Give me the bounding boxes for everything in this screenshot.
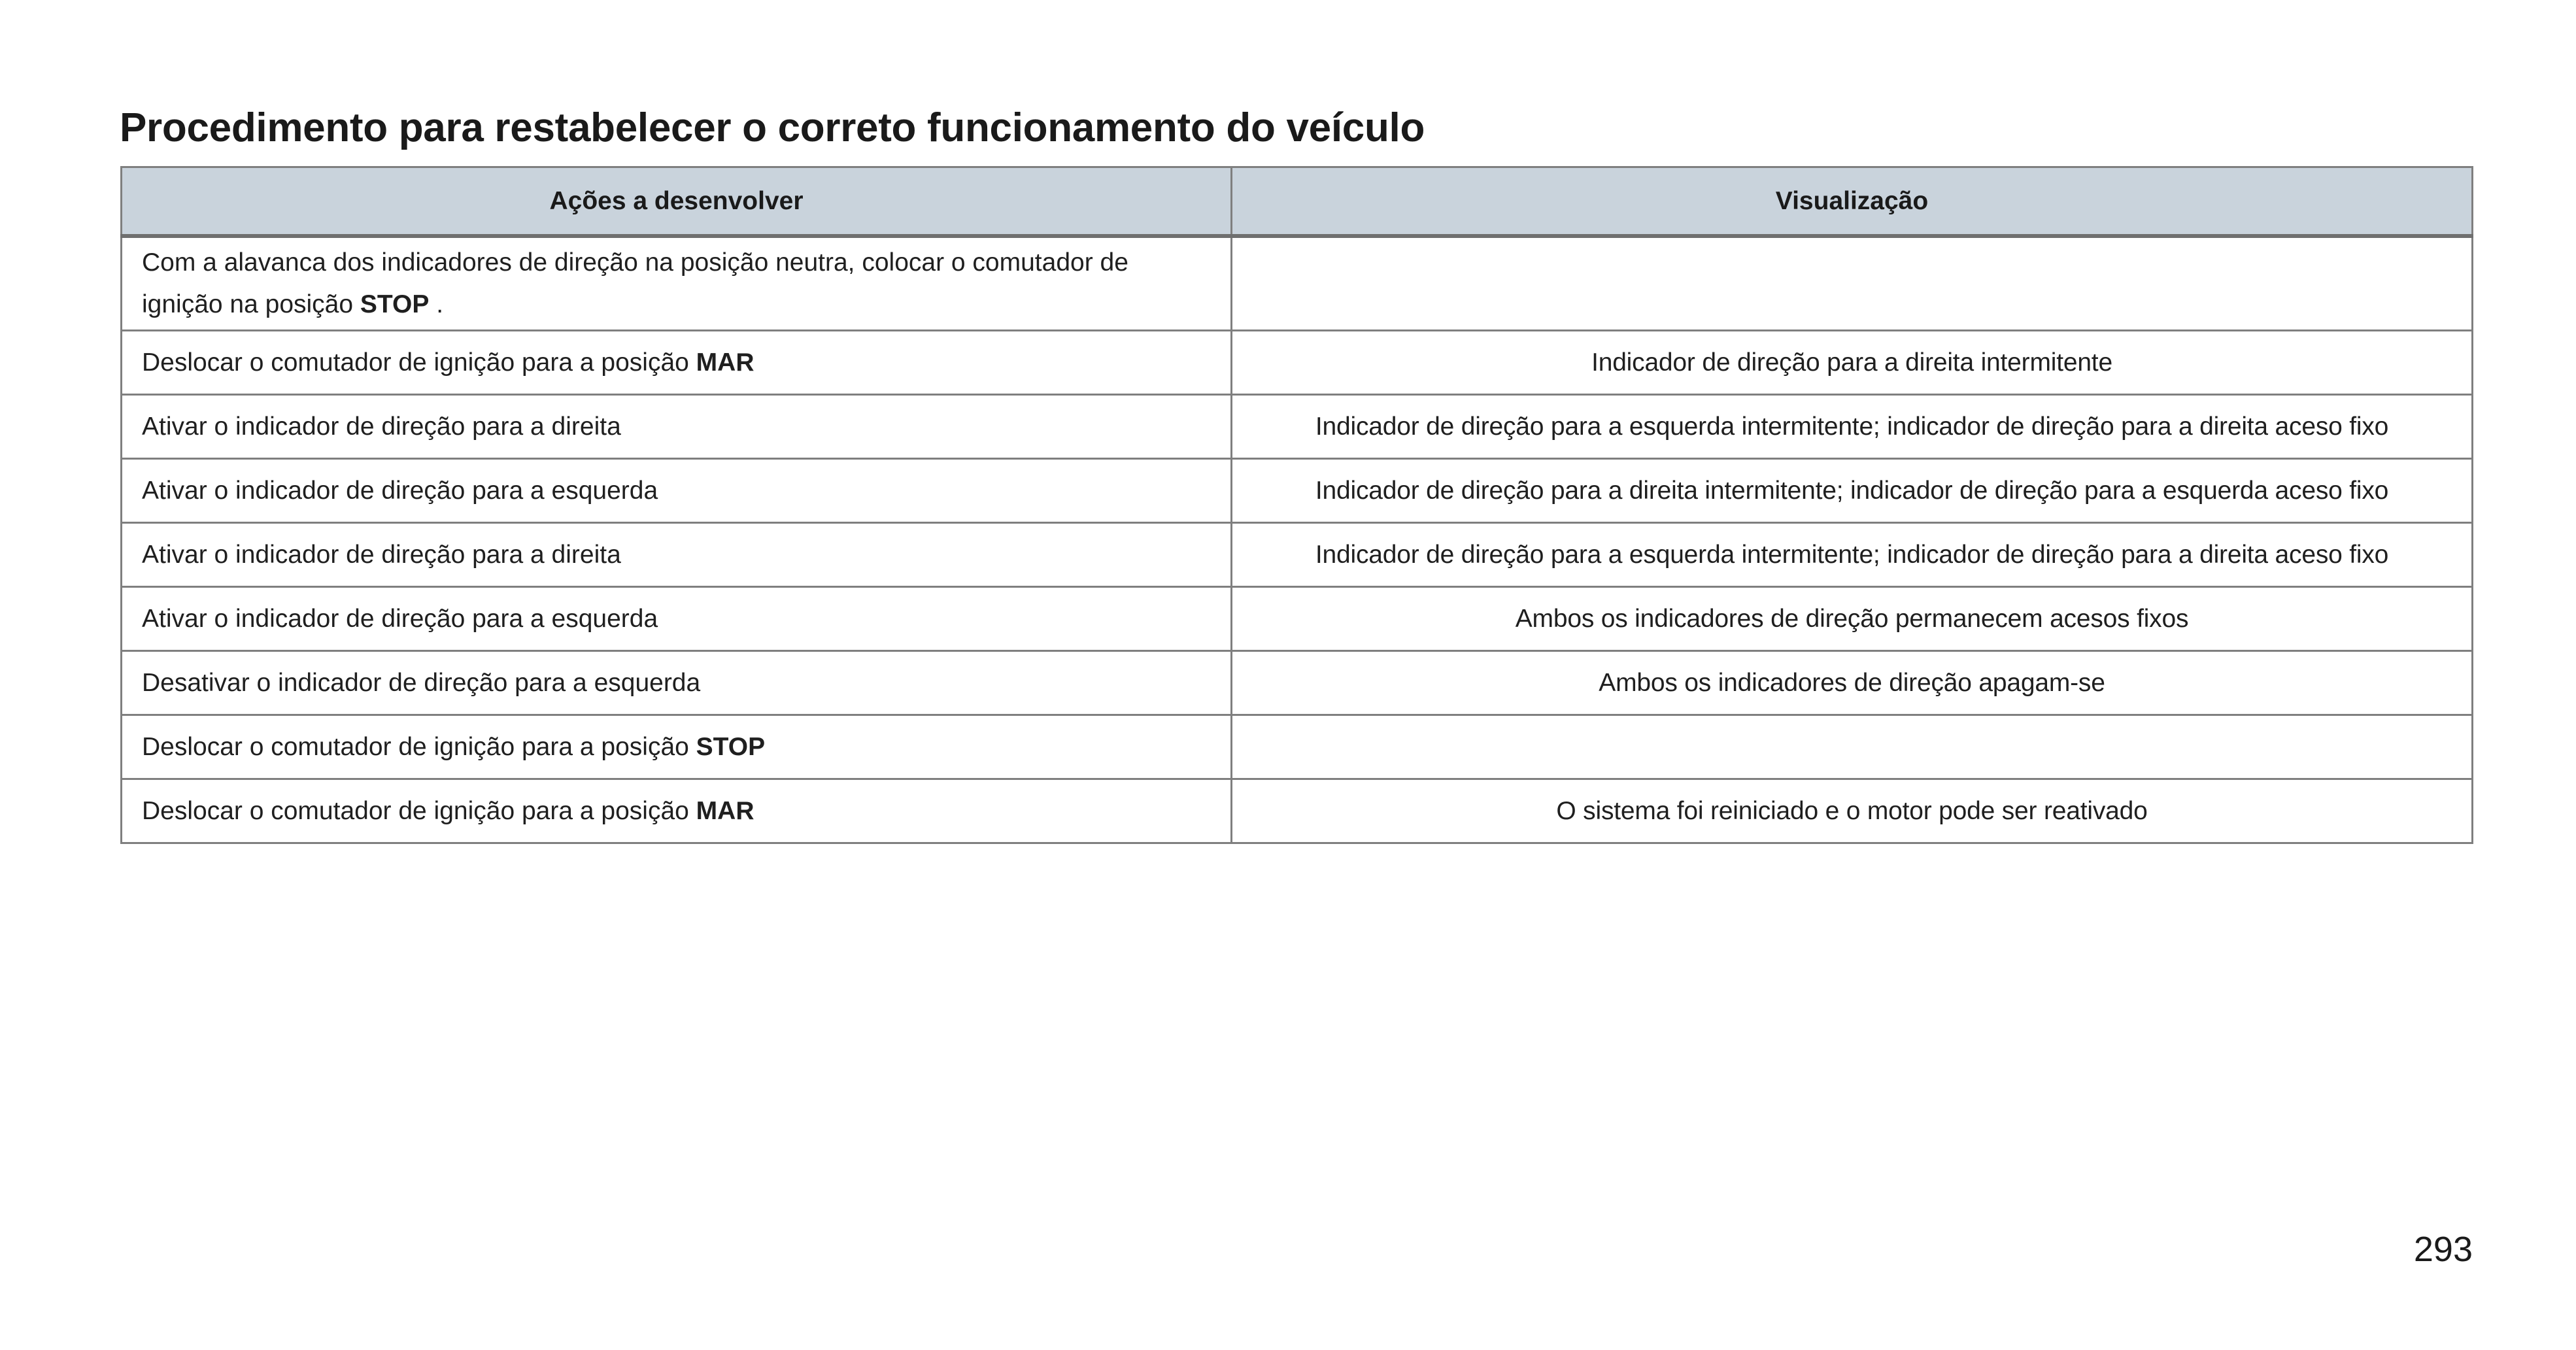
table-row xyxy=(122,587,2473,651)
action-text: Ativar o indicador de direção para a esquerda xyxy=(142,604,658,633)
table-row xyxy=(122,779,2473,843)
action-suffix: . xyxy=(429,290,444,318)
table-row xyxy=(122,651,2473,715)
table-header-row xyxy=(122,167,2473,237)
display-cell xyxy=(1232,236,2473,331)
action-cell xyxy=(122,715,1232,779)
action-text: Deslocar o comutador de ignição para a posição xyxy=(142,348,696,377)
display-cell: O sistema foi reiniciado e o motor pode ser reativado xyxy=(1232,779,2473,843)
action-keyword: MAR xyxy=(696,796,754,825)
action-cell xyxy=(122,236,1232,331)
table-row xyxy=(122,459,2473,523)
procedure-table xyxy=(120,166,2473,844)
action-keyword: STOP xyxy=(696,732,766,761)
display-cell: Indicador de direção para a direita intermitente; indicador de direção para a esquerda aceso fixo xyxy=(1232,459,2473,523)
table-row xyxy=(122,715,2473,779)
header-actions: Ações a desenvolver xyxy=(122,167,1232,237)
action-text: Deslocar o comutador de ignição para a posição xyxy=(142,732,696,761)
action-cell xyxy=(122,395,1232,459)
display-cell: Ambos os indicadores de direção permanecem acesos fixos xyxy=(1232,587,2473,651)
display-cell: Indicador de direção para a esquerda intermitente; indicador de direção para a direita aceso fixo xyxy=(1232,523,2473,587)
page-title: Procedimento para restabelecer o correto funcionamento do veículo xyxy=(120,105,1425,150)
display-cell xyxy=(1232,715,2473,779)
header-display: Visualização xyxy=(1232,167,2473,237)
action-keyword: MAR xyxy=(696,348,754,377)
action-cell xyxy=(122,651,1232,715)
display-cell: Indicador de direção para a direita intermitente xyxy=(1232,331,2473,395)
page-number: 293 xyxy=(2413,1230,2473,1269)
table-row xyxy=(122,523,2473,587)
action-cell xyxy=(122,779,1232,843)
table-row xyxy=(122,236,2473,331)
table-row xyxy=(122,331,2473,395)
action-cell xyxy=(122,459,1232,523)
table-row xyxy=(122,395,2473,459)
action-cell xyxy=(122,331,1232,395)
action-cell xyxy=(122,587,1232,651)
display-cell: Ambos os indicadores de direção apagam-se xyxy=(1232,651,2473,715)
action-text: Ativar o indicador de direção para a direita xyxy=(142,412,621,441)
action-text: Deslocar o comutador de ignição para a posição xyxy=(142,796,696,825)
action-text: Com a alavanca dos indicadores de direção na posição neutra, colocar o comutador de ignição na posição xyxy=(142,248,1128,318)
action-keyword: STOP xyxy=(360,290,430,318)
action-cell xyxy=(122,523,1232,587)
action-text: Ativar o indicador de direção para a direita xyxy=(142,540,621,569)
action-text: Desativar o indicador de direção para a esquerda xyxy=(142,668,701,697)
display-cell: Indicador de direção para a esquerda intermitente; indicador de direção para a direita aceso fixo xyxy=(1232,395,2473,459)
action-text: Ativar o indicador de direção para a esquerda xyxy=(142,476,658,505)
